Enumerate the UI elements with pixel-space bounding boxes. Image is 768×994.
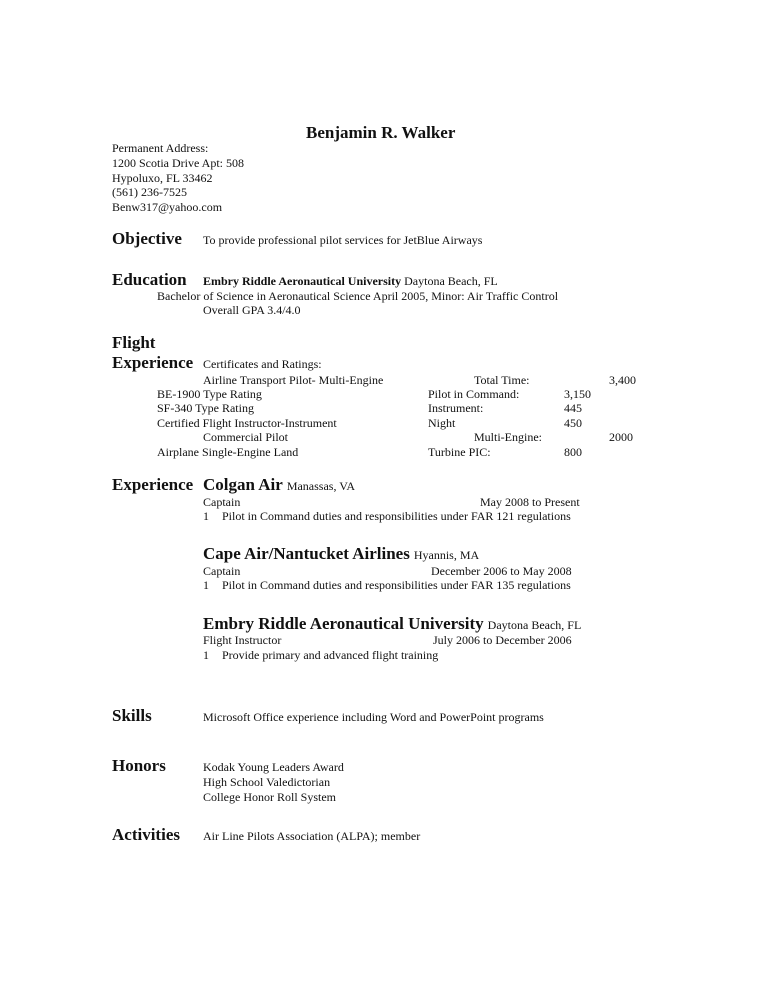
job-location: Manassas, VA: [286, 479, 356, 493]
job-bullet: 1: [203, 509, 209, 523]
education-heading: Education: [112, 270, 187, 289]
cert-item: Commercial Pilot: [203, 430, 288, 444]
time-value: 800: [564, 445, 582, 459]
job-duty: Pilot in Command duties and responsibilities under FAR 121 regulations: [222, 509, 571, 523]
job-company-line: [203, 544, 479, 564]
activities-text: Air Line Pilots Association (ALPA); member: [203, 829, 421, 843]
time-label: Turbine PIC:: [428, 445, 491, 459]
honor-item: High School Valedictorian: [203, 775, 331, 789]
skills-text: Microsoft Office experience including Word and PowerPoint programs: [203, 710, 544, 724]
honor-item: College Honor Roll System: [203, 790, 336, 804]
education-location: Daytona Beach, FL: [404, 274, 498, 288]
time-label: Night: [428, 416, 456, 430]
cert-item: BE-1900 Type Rating: [157, 387, 262, 401]
honor-item: Kodak Young Leaders Award: [203, 760, 344, 774]
job-duty: Pilot in Command duties and responsibilities under FAR 135 regulations: [222, 578, 571, 592]
certificates-label: Certificates and Ratings:: [203, 357, 322, 371]
cert-item: SF-340 Type Rating: [157, 401, 254, 415]
education-school-line: [203, 274, 498, 289]
job-company-line: [203, 614, 581, 634]
time-value: 450: [564, 416, 582, 430]
cert-item: Certified Flight Instructor-Instrument: [157, 416, 337, 430]
resume-name: Benjamin R. Walker: [306, 123, 456, 142]
time-value: 445: [564, 401, 582, 415]
job-bullet: 1: [203, 578, 209, 592]
job-company-line: [203, 475, 355, 495]
job-title: Captain: [203, 495, 241, 509]
job-company: Colgan Air: [203, 475, 283, 494]
time-value: 2000: [609, 430, 633, 444]
job-dates: December 2006 to May 2008: [431, 564, 572, 578]
education-gpa: Overall GPA 3.4/4.0: [203, 303, 301, 317]
time-value: 3,150: [564, 387, 591, 401]
job-company: Embry Riddle Aeronautical University: [203, 614, 484, 633]
address-label: Permanent Address:: [112, 141, 209, 155]
honors-heading: Honors: [112, 756, 166, 775]
time-value: 3,400: [609, 373, 636, 387]
address-city: Hypoluxo, FL 33462: [112, 171, 213, 185]
skills-heading: Skills: [112, 706, 152, 725]
time-label: Multi-Engine:: [474, 430, 542, 444]
activities-heading: Activities: [112, 825, 180, 844]
cert-item: Airplane Single-Engine Land: [157, 445, 299, 459]
job-location: Daytona Beach, FL: [487, 618, 582, 632]
job-company: Cape Air/Nantucket Airlines: [203, 544, 410, 563]
job-dates: May 2008 to Present: [480, 495, 580, 509]
time-label: Pilot in Command:: [428, 387, 520, 401]
job-duty: Provide primary and advanced flight training: [222, 648, 439, 662]
address-street: 1200 Scotia Drive Apt: 508: [112, 156, 244, 170]
job-location: Hyannis, MA: [413, 548, 480, 562]
job-title: Captain: [203, 564, 241, 578]
education-school: Embry Riddle Aeronautical University: [203, 274, 402, 288]
phone-number: (561) 236-7525: [112, 185, 187, 199]
flight-heading: Flight: [112, 333, 156, 352]
time-label: Instrument:: [428, 401, 484, 415]
objective-text: To provide professional pilot services for JetBlue Airways: [203, 233, 483, 247]
email-address: Benw317@yahoo.com: [112, 200, 223, 214]
experience-heading: Experience: [112, 475, 194, 494]
job-dates: July 2006 to December 2006: [433, 633, 572, 647]
job-bullet: 1: [203, 648, 209, 662]
time-label: Total Time:: [474, 373, 530, 387]
cert-item: Airline Transport Pilot- Multi-Engine: [203, 373, 384, 387]
flight-experience-heading: Experience: [112, 353, 194, 372]
objective-heading: Objective: [112, 229, 182, 248]
job-title: Flight Instructor: [203, 633, 282, 647]
education-degree: Bachelor of Science in Aeronautical Science April 2005, Minor: Air Traffic Control: [157, 289, 559, 303]
